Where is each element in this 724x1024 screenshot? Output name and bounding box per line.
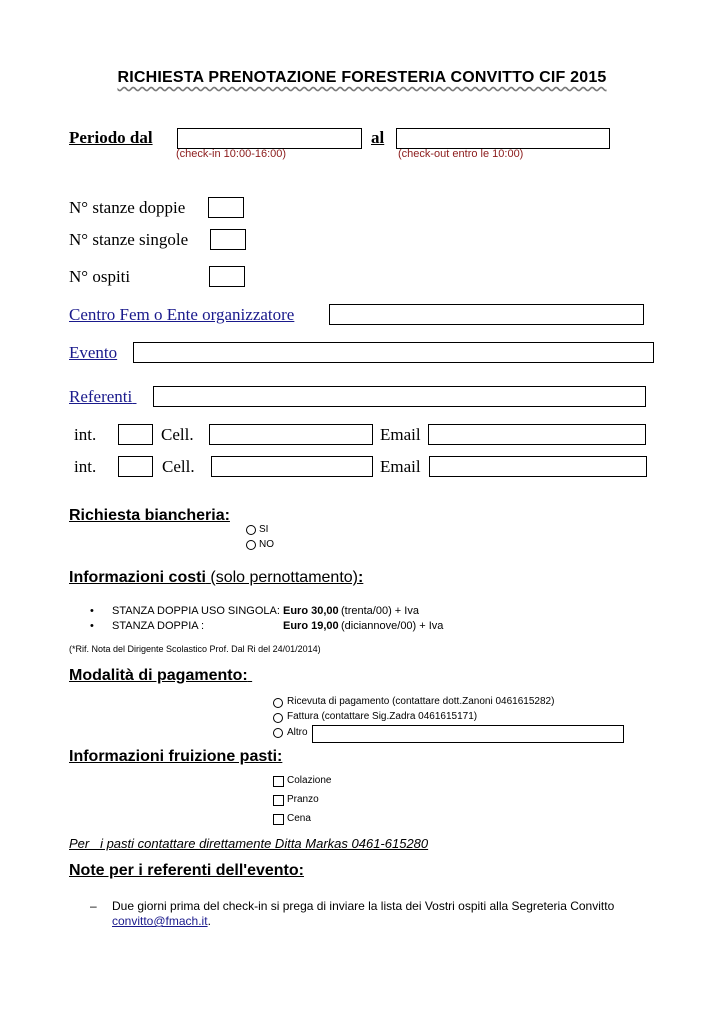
note-referenti-email-line: convitto@fmach.it. bbox=[112, 914, 211, 928]
email-link[interactable]: convitto@fmach.it bbox=[112, 914, 208, 928]
altro-field[interactable] bbox=[312, 725, 624, 743]
radio-si-label: SI bbox=[259, 524, 269, 535]
int-label: int. bbox=[74, 425, 97, 444]
cell-field[interactable] bbox=[209, 424, 373, 445]
bullet: • bbox=[90, 620, 94, 632]
stanze-doppie-label: N° stanze doppie bbox=[69, 198, 186, 217]
evento-label: Evento bbox=[69, 343, 118, 362]
email-label: Email bbox=[380, 425, 421, 444]
stanze-doppie-field[interactable] bbox=[208, 197, 244, 218]
pasti-heading: Informazioni fruizione pasti: bbox=[69, 748, 283, 765]
cost-item-text: (diciannove/00) + Iva bbox=[341, 620, 444, 632]
int-label: int. bbox=[74, 457, 97, 476]
radio-ricevuta[interactable] bbox=[273, 698, 283, 708]
int-field[interactable] bbox=[118, 424, 153, 445]
radio-no[interactable] bbox=[246, 540, 256, 550]
cell-label: Cell. bbox=[162, 457, 195, 476]
costi-heading: Informazioni costi (solo pernottamento): bbox=[69, 569, 364, 586]
stanze-singole-label: N° stanze singole bbox=[69, 230, 189, 249]
int-field[interactable] bbox=[118, 456, 153, 477]
periodo-dal-label: Periodo dal bbox=[69, 128, 153, 147]
cell-field[interactable] bbox=[211, 456, 373, 477]
checkbox-cena-label: Cena bbox=[287, 813, 311, 824]
radio-altro-label: Altro bbox=[287, 727, 308, 738]
cost-item-label: STANZA DOPPIA : bbox=[112, 620, 205, 632]
radio-ricevuta-label: Ricevuta di pagamento (contattare dott.Zanoni 0461615282) bbox=[287, 696, 555, 707]
bullet: • bbox=[90, 605, 94, 617]
ospiti-label: N° ospiti bbox=[69, 267, 131, 286]
document-title: RICHIESTA PRENOTAZIONE FORESTERIA CONVITTO CIF 2015 bbox=[117, 69, 607, 86]
cost-item-text: (trenta/00) + Iva bbox=[341, 605, 419, 617]
date-to-field[interactable] bbox=[396, 128, 610, 149]
note-referenti-heading: Note per i referenti dell'evento: bbox=[69, 862, 304, 879]
email-field[interactable] bbox=[429, 456, 647, 477]
checkbox-pranzo[interactable] bbox=[273, 795, 284, 806]
costi-note: (*Rif. Nota del Dirigente Scolastico Prof. Dal Ri del 24/01/2014) bbox=[69, 644, 321, 654]
cost-item-price: Euro 30,00 bbox=[283, 605, 339, 617]
referenti-field[interactable] bbox=[153, 386, 646, 407]
note-referenti-text: Due giorni prima del check-in si prega di inviare la lista dei Vostri ospiti alla Segreteria Convitto bbox=[112, 899, 615, 913]
dash: – bbox=[90, 899, 97, 913]
cost-item-price: Euro 19,00 bbox=[283, 620, 339, 632]
checkbox-pranzo-label: Pranzo bbox=[287, 794, 319, 805]
pasti-note: Per i pasti contattare direttamente Ditta Markas 0461-615280 bbox=[69, 836, 429, 851]
email-label: Email bbox=[380, 457, 421, 476]
email-field[interactable] bbox=[428, 424, 646, 445]
checkbox-colazione-label: Colazione bbox=[287, 775, 332, 786]
biancheria-heading: Richiesta biancheria: bbox=[69, 507, 230, 524]
centro-field[interactable] bbox=[329, 304, 644, 325]
periodo-al-label: al bbox=[371, 128, 385, 147]
stanze-singole-field[interactable] bbox=[210, 229, 246, 250]
cell-label: Cell. bbox=[161, 425, 194, 444]
cost-item-label: STANZA DOPPIA USO SINGOLA: bbox=[112, 605, 280, 617]
checkbox-colazione[interactable] bbox=[273, 776, 284, 787]
radio-no-label: NO bbox=[259, 539, 274, 550]
centro-label: Centro Fem o Ente organizzatore bbox=[69, 305, 295, 324]
radio-fattura-label: Fattura (contattare Sig.Zadra 0461615171) bbox=[287, 711, 478, 722]
radio-fattura[interactable] bbox=[273, 713, 283, 723]
checkbox-cena[interactable] bbox=[273, 814, 284, 825]
pagamento-heading: Modalità di pagamento: bbox=[69, 667, 248, 684]
checkout-note: (check-out entro le 10:00) bbox=[398, 148, 524, 160]
ospiti-field[interactable] bbox=[209, 266, 245, 287]
referenti-label: Referenti bbox=[69, 387, 133, 406]
radio-si[interactable] bbox=[246, 525, 256, 535]
date-from-field[interactable] bbox=[177, 128, 362, 149]
evento-field[interactable] bbox=[133, 342, 654, 363]
checkin-note: (check-in 10:00-16:00) bbox=[176, 148, 287, 160]
radio-altro[interactable] bbox=[273, 728, 283, 738]
